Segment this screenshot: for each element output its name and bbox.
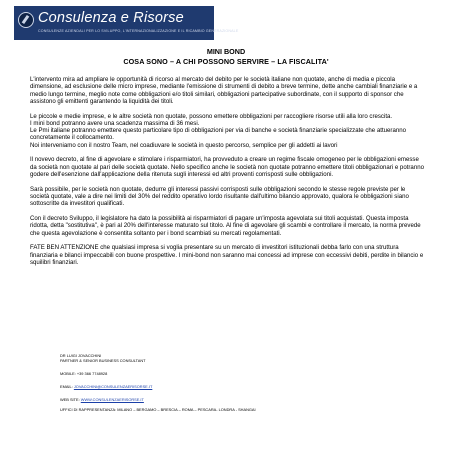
paragraph-intro: L'intervento mira ad ampliare le opportunità di ricorso al mercato del debito per le società italiane non quotate, anche di media e piccola dimensione, ad esclusione delle micro imprese, mediante l'emissione di strumenti di debito a breve termine, dette anche cambiali finanziarie e a medio lungo termine, meglio note come obbligazioni e/o titoli similari, obbligazioni partecipative subordinate, con il supporto di sponsor che assistono gli emittenti garantendo la liquidità dei titoli. [30,76,418,105]
paragraph-attenzione: FATE BEN ATTENZIONE che qualsiasi impresa si voglia presentare su un mercato di investitori istituzionali debba farlo con una struttura finanziaria e bilanci impeccabili con buone prospettive. I mini-bond non saranno mai concessi ad imprese con eccessivi debiti, perdite in bilancio e squilibri finanziari. [30,244,424,266]
signature-offices: UFFICI DI RAPPRESENTANZA: MILANO – BERGAMO – BRESCIA – ROMA – PESCARA- LONDRA - SHANGAI [60,407,256,412]
paragraph-collocamento: Le Pmi italiane potranno emettere questo particolare tipo di obbligazioni per via di banche e società finanziarie specializzate che attueranno concretamente il collocamento. [30,127,407,142]
paragraph-interessi: Sarà possibile, per le società non quotate, dedurre gli interessi passivi corrisposti sulle obbligazioni secondo le stesse regole previste per le società quotate, vale a dire nei limiti del 30% del reddito operativo lordo risultante dall'ultimo bilancio approvato, qualora le obbligazioni siano sottoscritte da investitori qualificati. [30,185,409,208]
company-logo-icon [18,12,34,28]
signature-block [60,353,440,412]
paragraph-scadenza: I mini bond potranno avere una scadenza massima di 36 mesi. [30,119,200,127]
signature-name: DR LUIGI JOVACCHINI [60,353,102,358]
brand-tagline: CONSULENZE AZIENDALI PER LO SVILUPPO, L'INTERNAZIONALIZZAZIONE E IL RICAMBIO GENERAZIONALE [38,29,239,33]
signature-role: PARTNER & SENIOR BUSINESS CONSULTANT [60,358,146,363]
signature-mobile: MOBILE: +39 366 7748928 [60,371,108,376]
paragraph-team: Noi interveniamo con il nostro Team, nel coadiuvare le società in questo percorso, semplice per gli addetti ai lavori [30,141,338,149]
email-label: EMAIL: [60,384,73,389]
document-title: MINI BOND [206,47,246,56]
document-body [30,76,425,274]
website-link[interactable]: WWW.CONSULENZAERISORSE.IT [80,397,144,402]
paragraph-pmi: Le piccole e medie imprese, e le altre società non quotate, possono emettere obbligazioni per raccogliere risorse utili alla loro crescita. [30,112,393,120]
company-banner [14,6,239,40]
paragraph-sviluppo: Con il decreto Sviluppo, il legislatore ha dato la possibilità ai risparmiatori di pagare un'imposta agevolata sui titoli acquistati. Questa imposta ridotta, detta "sostitutiva", è pari al 20% dell'interesse maturato sul titolo. Al fine di agevolare gli scambi e controllare il mercato, la norma prevede che questa agevolazione è consentita soltanto per i bond scambiati su mercati regolamentati. [30,215,421,237]
web-label: WEB SITE: [60,397,80,402]
brand-name: Consulenza e Risorse [38,10,184,26]
document-subtitle: COSA SONO – A CHI POSSONO SERVIRE – LA FISCALITA' [123,57,329,66]
email-link[interactable]: JOVACCHINI@CONSULENZAERISORSE.IT [73,384,153,389]
signature-web-row [60,397,440,402]
paragraph-decreto: Il novevo decreto, al fine di agevolare e stimolare i risparmiatori, ha provveduto a creare un regime fiscale omogeneo per le obbligazioni emesse da società non quotate al pari delle società quotate. Nello specifico anche le società non quotate potranno emettere titoli obbligazionari e potranno godere dell'esenzione dall'applicazione della ritenuta sugli interessi ed altri proventi corrisposti sulle obbligazioni. [30,156,424,179]
